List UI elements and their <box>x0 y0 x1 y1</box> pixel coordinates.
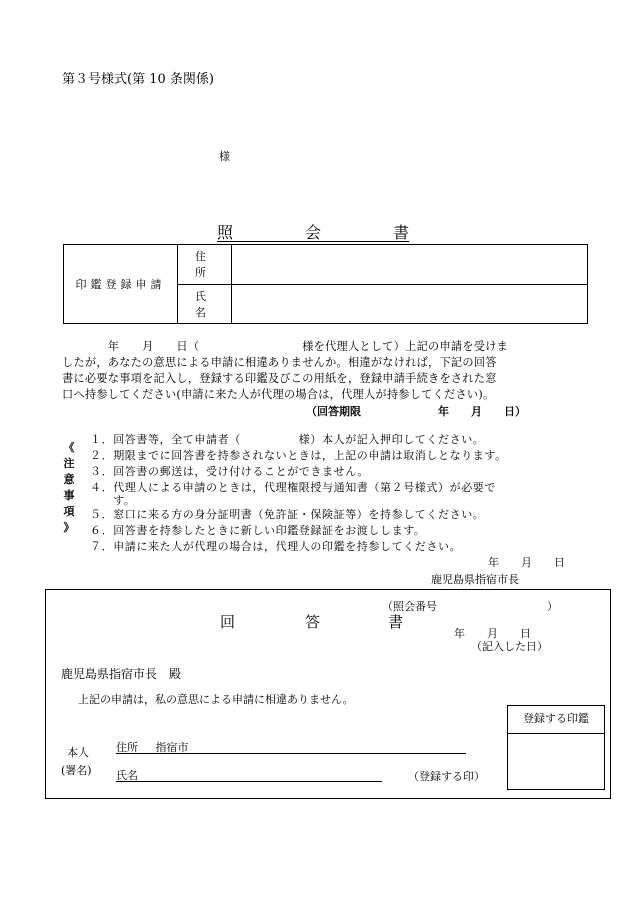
seal-box-label: 登録する印鑑 <box>508 706 604 734</box>
note-item: ７．申請に来た人が代理の場合は，代理人の印鑑を持参してください。 <box>90 540 462 553</box>
reply-title-char: 回 <box>220 613 236 631</box>
name-value[interactable] <box>232 284 588 324</box>
notes-label <box>62 440 76 536</box>
reply-addressee: 鹿児島県指宿市長 殿 <box>61 667 182 681</box>
signature-label: (署名) <box>61 764 92 777</box>
reference-number: （照会番号 ） <box>382 600 558 613</box>
note-item: す。 <box>90 494 136 507</box>
form-number: 第３号様式(第 10 条関係) <box>62 72 214 87</box>
note-item: ２．期限までに回答書を持参されないときは，上記の申請は取消しとなります。 <box>90 449 507 462</box>
reply-address-value: 指宿市 <box>155 741 189 754</box>
note-item: １．回答書等，全て申請者（ 様）本人が記入押印してください。 <box>90 433 485 446</box>
name-label: 氏 名 <box>178 284 232 324</box>
request-text-line: したが，あなたの意思による申請に相違ありませんか。相違がなければ，下記の回答 <box>62 356 497 369</box>
name-line[interactable] <box>116 767 382 782</box>
request-text-line: 口へ持参してください(申請に来た人が代理の場合は，代理人が持参してください)。 <box>62 388 495 401</box>
notes-label-char: 意 <box>63 473 75 486</box>
issuer-name: 鹿児島県指宿市長 <box>431 573 519 586</box>
reply-form <box>45 589 611 799</box>
notes-label-char: 項 <box>63 505 75 518</box>
address-value[interactable] <box>232 245 588 285</box>
note-item: ４．代理人による申請のときは，代理権限授与通知書（第２号様式）が必要で <box>90 481 496 494</box>
notes-label-char: 注 <box>63 457 75 470</box>
address-label: 住 所 <box>178 245 232 285</box>
note-item: ５．窓口に来る方の身分証明書（免許証・保険証等）を持参してください。 <box>90 508 485 521</box>
reply-deadline: （回答期限 年 月 日） <box>306 405 526 418</box>
request-text-line: 書に必要な事項を記入し，登録する印鑑及びこの用紙を，登録申請手続きをされた窓 <box>62 372 497 385</box>
document-title <box>217 220 409 242</box>
self-label: 本人 <box>67 746 89 759</box>
notes-label-char: 》 <box>63 521 75 534</box>
seal-box[interactable] <box>507 705 605 790</box>
reply-address-label: 住所 <box>116 741 138 754</box>
notes-label-char: 事 <box>63 489 75 502</box>
filled-date-note: （記入した日） <box>471 640 548 653</box>
issue-date: 年 月 日 <box>488 556 565 569</box>
reply-title-char: 書 <box>388 613 404 631</box>
request-text-line: 年 月 日（ 様を代理人として）上記の申請を受けま <box>62 340 509 353</box>
reply-title-char: 答 <box>305 613 321 631</box>
notes-label-char: 《 <box>63 441 75 454</box>
title-char: 書 <box>393 223 410 242</box>
applicant-table-header: 印鑑登録申請 <box>64 245 178 324</box>
reply-name-label: 氏名 <box>116 769 138 782</box>
note-item: ３．回答書の郵送は，受け付けることができません。 <box>90 465 370 478</box>
note-item: ６．回答書を持参したときに新しい印鑑登録証をお渡しします。 <box>90 524 426 537</box>
reply-date: 年 月 日 <box>454 627 531 640</box>
title-char: 照 <box>217 223 234 242</box>
address-line[interactable] <box>116 739 466 754</box>
addressee-suffix: 様 <box>219 150 230 163</box>
title-char: 会 <box>305 223 322 242</box>
reply-statement: 上記の申請は，私の意思による申請に相違ありません。 <box>78 693 354 706</box>
applicant-table <box>63 244 588 324</box>
seal-note: （登録する印） <box>408 770 485 783</box>
